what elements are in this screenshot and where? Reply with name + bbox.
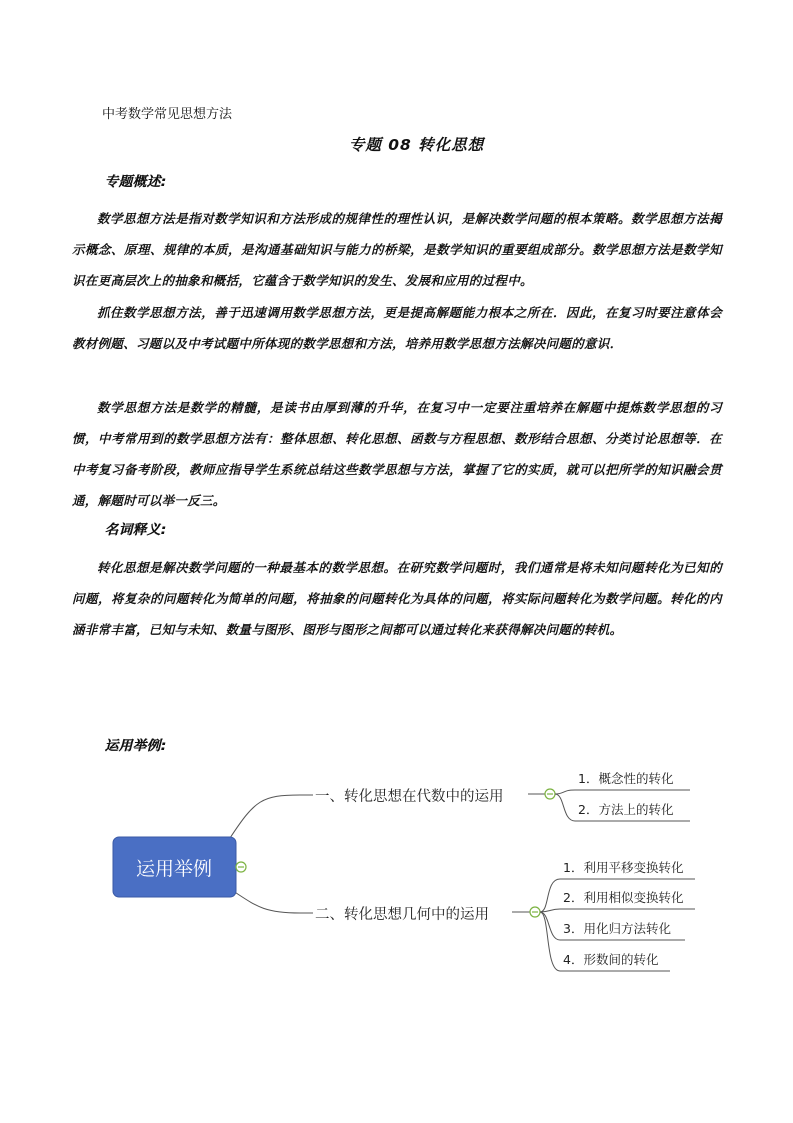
header-label: 中考数学常见思想方法	[102, 107, 233, 122]
examples-heading: 运用举例:	[105, 738, 167, 754]
overview-paragraph-1: 数学思想方法是指对数学知识和方法形成的规律性的理性认识，是解决数学问题的根本策略。数学思想方法揭示概念、原理、规律的本质，是沟通基础知识与能力的桥梁，是数学知识的重要组成部分。数学思想方法是数学知识在更高层次上的抽象和概括，它蕴含于数学知识的发生、发展和应用的过程中。	[72, 211, 722, 288]
connector-branch-1	[230, 795, 300, 838]
explanation-heading: 名词释义:	[105, 522, 167, 538]
branch-2-label: 二、转化思想几何中的运用	[315, 907, 489, 923]
leaf-1-1-label: 1．概念性的转化	[578, 771, 674, 786]
leaf-1-1-underline	[555, 790, 690, 794]
mindmap-root-label: 运用举例	[135, 858, 213, 880]
leaf-2-1-label: 1．利用平移变换转化	[563, 860, 684, 875]
branch-1-label: 一、转化思想在代数中的运用	[315, 789, 504, 805]
explanation-paragraph: 转化思想是解决数学问题的一种最基本的数学思想。在研究数学问题时，我们通常是将未知问题转化为已知的问题，将复杂的问题转化为简单的问题，将抽象的问题转化为具体的问题，将实际问题转化为数学问题。转化的内涵非常丰富，已知与未知、数量与图形、图形与图形之间都可以通过转化来获得解决问题的转机。	[72, 560, 722, 637]
leaf-1-2-label: 2．方法上的转化	[578, 802, 674, 817]
overview-heading: 专题概述:	[105, 174, 167, 190]
leaf-2-3-label: 3．用化归方法转化	[563, 921, 671, 936]
overview-paragraph-3: 数学思想方法是数学的精髓，是读书由厚到薄的升华，在复习中一定要注重培养在解题中提炼数学思想的习惯，中考常用到的数学思想方法有：整体思想、转化思想、函数与方程思想、数形结合思想、分类讨论思想等．在中考复习备考阶段，教师应指导学生系统总结这些数学思想与方法，掌握了它的实质，就可以把所学的知识融会贯通，解题时可以举一反三。	[72, 400, 722, 508]
leaf-2-2-underline	[540, 909, 695, 912]
overview-paragraph-2: 抓住数学思想方法，善于迅速调用数学思想方法，更是提高解题能力根本之所在．因此，在复习时要注意体会教材例题、习题以及中考试题中所体现的数学思想和方法，培养用数学思想方法解决问题的意识．	[72, 305, 722, 351]
connector-branch-2	[230, 889, 300, 913]
document-title: 专题 08 转化思想	[348, 136, 485, 154]
leaf-2-4-label: 4．形数间的转化	[563, 952, 659, 967]
leaf-2-2-label: 2．利用相似变换转化	[563, 890, 684, 905]
